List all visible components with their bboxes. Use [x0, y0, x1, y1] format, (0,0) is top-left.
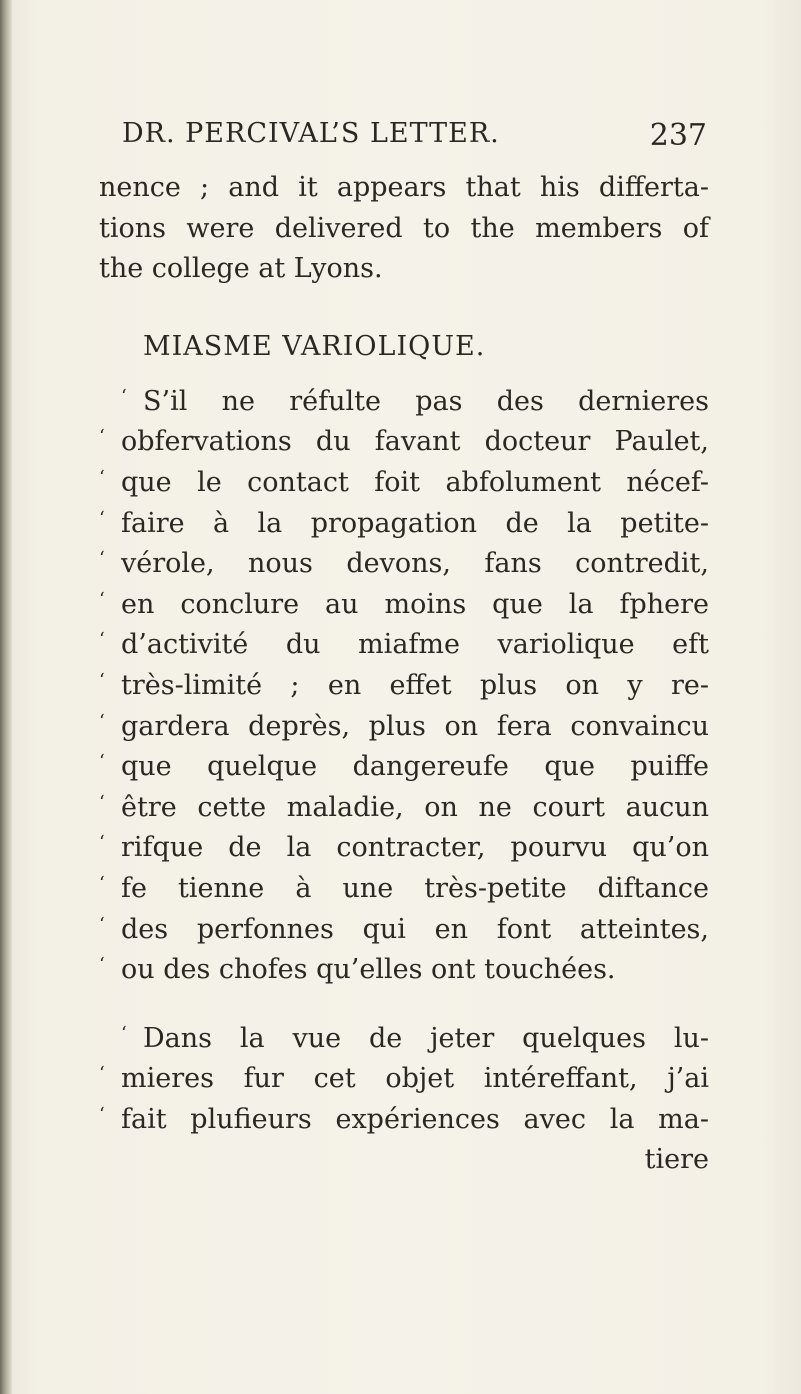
text-line: tions were delivered to the members of: [99, 212, 709, 244]
page-header: [122, 118, 707, 168]
quote-mark: ‘: [99, 872, 105, 894]
text-line: ‘ en conclure au moins que la fphere: [99, 585, 709, 626]
text-line: ‘ que le contact foit abfolument nécef-: [99, 463, 709, 504]
text-line: ‘ obfervations du favant docteur Paulet,: [99, 422, 709, 463]
quote-mark: ‘: [99, 507, 105, 529]
text-line: ‘ que quelque dangereufe que puiffe: [99, 747, 709, 788]
page-number: 237: [649, 118, 707, 153]
text-line: ‘ mieres fur cet objet intéreffant, j’ai: [99, 1059, 709, 1100]
quote-mark: ‘: [121, 385, 127, 407]
section-heading: MIASME VARIOLIQUE.: [143, 330, 486, 362]
text-line: ‘ gardera deprès, plus on fera convaincu: [99, 707, 709, 748]
text-line: nence ; and it appears that his differta-: [99, 172, 709, 203]
quote-mark: ‘: [121, 1022, 127, 1044]
quote-mark: ‘: [99, 954, 105, 976]
binding-edge: [0, 0, 12, 1394]
quote-mark: ‘: [99, 466, 105, 488]
quote-mark: ‘: [99, 832, 105, 854]
quote-mark: ‘: [99, 426, 105, 448]
quote-mark: ‘: [99, 710, 105, 732]
running-head: DR. PERCIVAL’S LETTER.: [122, 118, 500, 149]
quote-mark: ‘: [99, 629, 105, 651]
text-line: ‘ S’il ne réfulte pas des dernieres: [99, 382, 709, 423]
paragraph-2: [99, 1019, 709, 1141]
quote-mark: ‘: [99, 751, 105, 773]
text-line: ‘ rifque de la contracter, pourvu qu’on: [99, 828, 709, 869]
quote-mark: ‘: [99, 669, 105, 691]
text-line: ‘ faire à la propagation de la petite-: [99, 504, 709, 545]
catchword: tiere: [644, 1144, 709, 1176]
quote-mark: ‘: [99, 1103, 105, 1125]
quote-mark: ‘: [99, 588, 105, 610]
text-line: ‘ fait plufieurs expériences avec la ma-: [99, 1100, 709, 1141]
text-line: ‘ très-limité ; en effet plus on y re-: [99, 666, 709, 707]
quote-mark: ‘: [99, 791, 105, 813]
text-block: [99, 168, 709, 1180]
text-line: ‘ d’activité du miafme variolique eft: [99, 625, 709, 666]
paragraph-1: [99, 382, 709, 991]
text-line: ‘ fe tienne à une très-petite diftance: [99, 869, 709, 910]
quote-mark: ‘: [99, 1063, 105, 1085]
text-line: the college at Lyons.: [99, 253, 383, 285]
text-line: ‘ vérole, nous devons, fans contredit,: [99, 544, 709, 585]
text-line: ‘ Dans la vue de jeter quelques lu-: [99, 1019, 709, 1060]
text-line: ‘ ou des chofes qu’elles ont touchées.: [99, 950, 709, 991]
quote-mark: ‘: [99, 548, 105, 570]
quote-mark: ‘: [99, 913, 105, 935]
text-line: ‘ des perfonnes qui en font atteintes,: [99, 910, 709, 951]
text-line: ‘ être cette maladie, on ne court aucun: [99, 788, 709, 829]
